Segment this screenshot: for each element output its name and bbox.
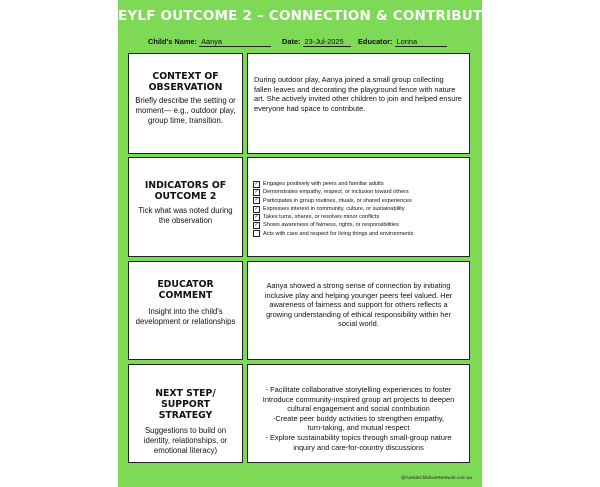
child-name-field <box>148 37 271 47</box>
nextstep-line: Introduce community-inspired group art projects to deepen <box>262 394 455 404</box>
nextstep-response-box <box>247 364 470 463</box>
checked-box-icon[interactable]: ✓ <box>254 205 259 212</box>
nextstep-heading: NEXT STEP/ SUPPORT STRATEGY <box>155 388 216 421</box>
nextstep-line: - Facilitate collaborative storytelling experiences to foster <box>265 385 452 394</box>
nextstep-subtitle: Suggestions to build on identity, relationships, or emotional literacy) <box>143 426 228 455</box>
nextstep-line: - Explore sustainability topics through small-group nature <box>265 432 452 442</box>
indicator-item: ✓ Engages positively with peers and familiar adults <box>254 180 384 187</box>
nextstep-label-box <box>128 364 243 463</box>
comment-label-box <box>128 261 243 360</box>
date-label: Date: <box>282 37 301 46</box>
educator-field <box>358 37 447 47</box>
empty-box-icon[interactable] <box>253 230 260 237</box>
comment-response-box <box>247 261 470 360</box>
indicator-item: ✓ Demonstrates empathy, respect, or inclusion toward others <box>254 188 409 196</box>
date-value: 23-Jul-2025 <box>303 37 351 47</box>
indicators-label-box <box>128 157 243 257</box>
indicator-checklist <box>253 180 414 238</box>
nextstep-line: inquiry and care-for-country discussions <box>293 442 424 452</box>
child-name-value: Aanya <box>199 37 271 47</box>
date-field <box>282 37 351 47</box>
checked-box-icon[interactable]: ✓ <box>254 188 259 195</box>
comment-heading: EDUCATOR COMMENT <box>157 279 214 301</box>
nextstep-list <box>248 365 469 452</box>
page-title: EYLF OUTCOME 2 – CONNECTION & CONTRIBUTION SNAPSHOT <box>118 8 600 24</box>
indicator-item: ✓ Participates in group routines, rituals, or shared experiences <box>254 197 412 204</box>
checked-box-icon[interactable]: ✓ <box>254 213 259 220</box>
indicator-item: ✓ Takes turns, shares, or resolves minor conflicts <box>254 213 380 221</box>
footer-credit: @AussieChildcareNetwork.com.au <box>400 475 472 480</box>
context-label-box <box>128 53 243 154</box>
context-subtitle: Briefly describe the setting or moment— e.g., outdoor play, group time, transition. <box>135 96 236 125</box>
checked-box-icon[interactable]: ✓ <box>254 222 259 229</box>
checked-box-icon[interactable]: ✓ <box>254 197 259 204</box>
comment-text: Aanya showed a strong sense of connection by initiating inclusive play and helping younger peers feel valued. Her awareness of fairness and support for others reflects a growing understanding of ethical responsibility within her social world. <box>264 281 453 329</box>
educator-label: Educator: <box>358 37 393 46</box>
indicator-item: Acts with care and respect for living things and environments <box>253 230 414 238</box>
child-name-label: Child's Name: <box>148 37 197 46</box>
nextstep-line: turn-taking, and mutual respect <box>307 423 410 433</box>
context-response-box <box>247 53 470 154</box>
observation-sheet <box>118 0 600 487</box>
indicators-subtitle: Tick what was noted during the observation <box>138 206 233 225</box>
educator-value: Lorina <box>395 37 447 47</box>
context-text: During outdoor play, Aanya joined a small group collecting fallen leaves and decorating the playground fence with nature art. She actively invited other children to join and helped ensure everyone had space to contribute. <box>254 75 462 113</box>
comment-subtitle: Insight into the child's development or relationships <box>135 307 236 326</box>
indicator-item: ✓ Shows awareness of fairness, rights, or responsibilities <box>254 222 399 229</box>
checked-box-icon[interactable]: ✓ <box>254 180 259 187</box>
indicators-heading: INDICATORS OF OUTCOME 2 <box>144 180 227 202</box>
context-heading: CONTEXT OF OBSERVATION <box>148 71 223 93</box>
nextstep-line: cultural engagement and social contribution <box>287 404 430 414</box>
indicators-checklist-box <box>247 157 470 257</box>
indicator-item: ✓ Expresses interest in community, culture, or sustainability <box>254 205 405 212</box>
nextstep-line: -Create peer buddy activities to strengthen empathy, <box>272 413 445 423</box>
